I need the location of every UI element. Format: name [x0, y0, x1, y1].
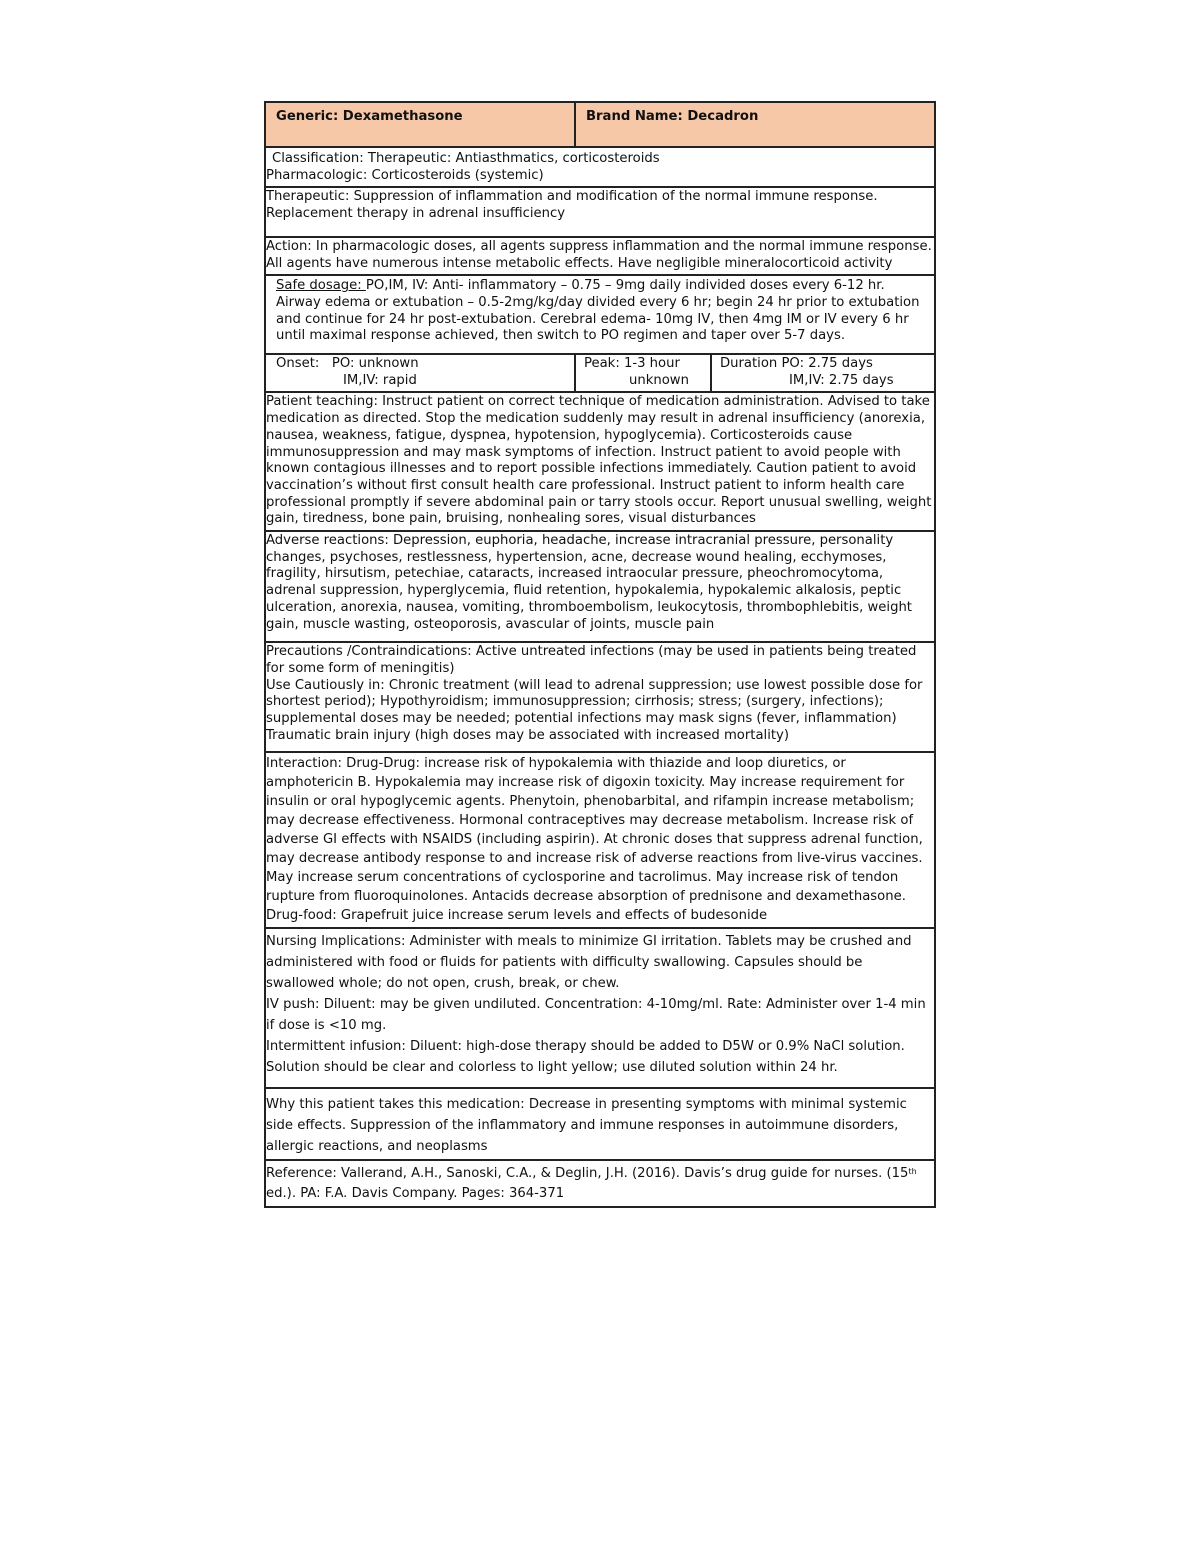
generic-name: Generic: Dexamethasone	[266, 103, 576, 146]
nursing-implications-section	[266, 929, 934, 1089]
iv-push-text: IV push: Diluent: may be given undiluted. Concentration: 4-10mg/ml. Rate: Administer over 1-4 min if dose is <10 mg.	[266, 996, 926, 1033]
contraindications-text: Precautions /Contraindications: Active untreated infections (may be used in patients being treated for some form of meningitis)	[266, 644, 917, 676]
brand-name: Brand Name: Decadron	[586, 109, 759, 124]
adverse-reactions-text: Adverse reactions: Depression, euphoria, headache, increase intracranial pressure, personality changes, psychoses, restlessness, hypertension, acne, decrease wound healing, ecchymoses, fragility, hirsutism, petechiae, cataracts, increased intraocular pressure, pheochromocytoma, adrenal suppression, hyperglycemia, fluid retention, hypokalemia, hypokalemic alkalosis, peptic ulceration, anorexia, nausea, vomiting, thromboembolism, leukocytosis, thrombophlebitis, weight gain, muscle wasting, osteoporosis, avascular of joints, muscle pain	[266, 533, 912, 632]
classification-therapeutic: Classification: Therapeutic: Antiasthmatics, corticosteroids	[272, 151, 660, 166]
classification-pharmacologic: Pharmacologic: Corticosteroids (systemic)	[266, 167, 544, 183]
safe-dosage-text	[276, 278, 930, 345]
onset-label: Onset:	[276, 356, 320, 372]
drug-card	[264, 101, 936, 1208]
reference-main: Reference: Vallerand, A.H., Sanoski, C.A., & Deglin, J.H. (2016). Davis’s drug guide for nurses. (15	[266, 1165, 909, 1181]
therapeutic-text: Therapeutic: Suppression of inflammation and modification of the normal immune response. Replacement therapy in adrenal insufficiency	[266, 189, 878, 222]
onset-po: PO: unknown	[331, 356, 419, 372]
duration-iv: IM,IV: 2.75 days	[789, 372, 894, 388]
precautions-section	[266, 643, 934, 752]
onset-peak-duration-row	[266, 355, 934, 393]
action-text: Action: In pharmacologic doses, all agents suppress inflammation and the normal immune response. All agents have numerous intense metabolic effects. Have negligible mineralocorticoid activity	[266, 238, 932, 271]
duration-cell	[712, 355, 934, 391]
patient-teaching-section	[266, 393, 934, 532]
use-cautiously-text: Use Cautiously in: Chronic treatment (will lead to adrenal suppression; use lowest possible dose for shortest period); Hypothyroidism; immunosuppression; cirrhosis; stress; (surgery, infections); supplemental doses may be needed; potential infections may mask signs (fever, inflammation) Traumatic brain injury (high doses may be associated with increased mortality)	[266, 677, 923, 743]
patient-teaching-text: Patient teaching: Instruct patient on correct technique of medication administration. Advised to take medication as directed. Stop the medication suddenly may result in adrenal insufficiency (anorexia, nausea, weakness, fatigue, dyspnea, hypotension, hypoglycemia). Corticosteroids cause immunosuppression and may mask symptoms of infection. Instruct patient to avoid people with known contagious illnesses and to report possible infections immediately. Caution patient to avoid vaccination’s without first consult health care professional. Instruct patient to inform health care professional promptly if severe abdominal pain or tarry stools occur. Report unusual swelling, weight gain, tiredness, bone pain, bruising, nonhealing sores, visual disturbances	[266, 394, 932, 527]
duration-po: Duration PO: 2.75 days	[720, 356, 873, 372]
interaction-text: Interaction: Drug-Drug: increase risk of hypokalemia with thiazide and loop diuretics, or amphotericin B. Hypokalemia may increase risk of digoxin toxicity. May increase requirement for insulin or oral hypoglycemic agents. Phenytoin, phenobarbital, and rifampin increase metabolism; may decrease effectiveness. Hormonal contraceptives may decrease metabolism. Increase risk of adverse GI effects with NSAIDS (including aspirin). At chronic doses that suppress adrenal function, may decrease antibody response to and increase risk of adverse reactions from live-virus vaccines. May increase serum concentrations of cyclosporine and tacrolimus. May increase risk of tendon rupture from fluoroquinolones. Antacids decrease absorption of prednisone and dexamethasone. Drug-food: Grapefruit juice increase serum levels and effects of budesonide	[266, 755, 923, 923]
therapeutic-section	[266, 188, 934, 237]
why-text: Why this patient takes this medication: Decrease in presenting symptoms with minimal systemic side effects. Suppression of the inflammatory and immune responses in autoimmune disorders, allergic reactions, and neoplasms	[266, 1096, 907, 1154]
header-row	[266, 103, 934, 148]
peak-value: Peak: 1-3 hour	[584, 356, 680, 372]
reference-section	[266, 1161, 934, 1206]
reference-text	[266, 1164, 934, 1204]
peak-unknown: unknown	[629, 372, 689, 388]
reference-superscript: th	[908, 1166, 917, 1176]
action-section	[266, 238, 934, 276]
classification-section	[266, 148, 934, 188]
peak-cell	[576, 355, 712, 391]
safe-dosage-body: PO,IM, IV: Anti- inflammatory – 0.75 – 9mg daily individed doses every 6-12 hr. Airway edema or extubation – 0.5-2mg/kg/day divided every 6 hr; begin 24 hr prior to extubation and continue for 24 hr post-extubation. Cerebral edema- 10mg IV, then 4mg IM or IV every 6 hr until maximal response achieved, then switch to PO regimen and taper over 5-7 days.	[276, 278, 920, 344]
interaction-section	[266, 753, 934, 929]
safe-dosage-label: Safe dosage:	[276, 278, 366, 294]
reference-tail: ed.). PA: F.A. Davis Company. Pages: 364-371	[266, 1185, 565, 1201]
nursing-implications-text: Nursing Implications: Administer with meals to minimize GI irritation. Tablets may be crushed and administered with food or fluids for patients with difficulty swallowing. Capsules should be swallowed whole; do not open, crush, break, or chew.	[266, 933, 912, 991]
safe-dosage-section	[266, 276, 934, 355]
onset-cell	[266, 355, 576, 391]
why-section	[266, 1089, 934, 1161]
intermittent-infusion-text: Intermittent infusion: Diluent: high-dose therapy should be added to D5W or 0.9% NaCl solution. Solution should be clear and colorless to light yellow; use diluted solution within 24 hr.	[266, 1038, 905, 1075]
adverse-reactions-section	[266, 532, 934, 643]
onset-iv: IM,IV: rapid	[343, 372, 417, 388]
